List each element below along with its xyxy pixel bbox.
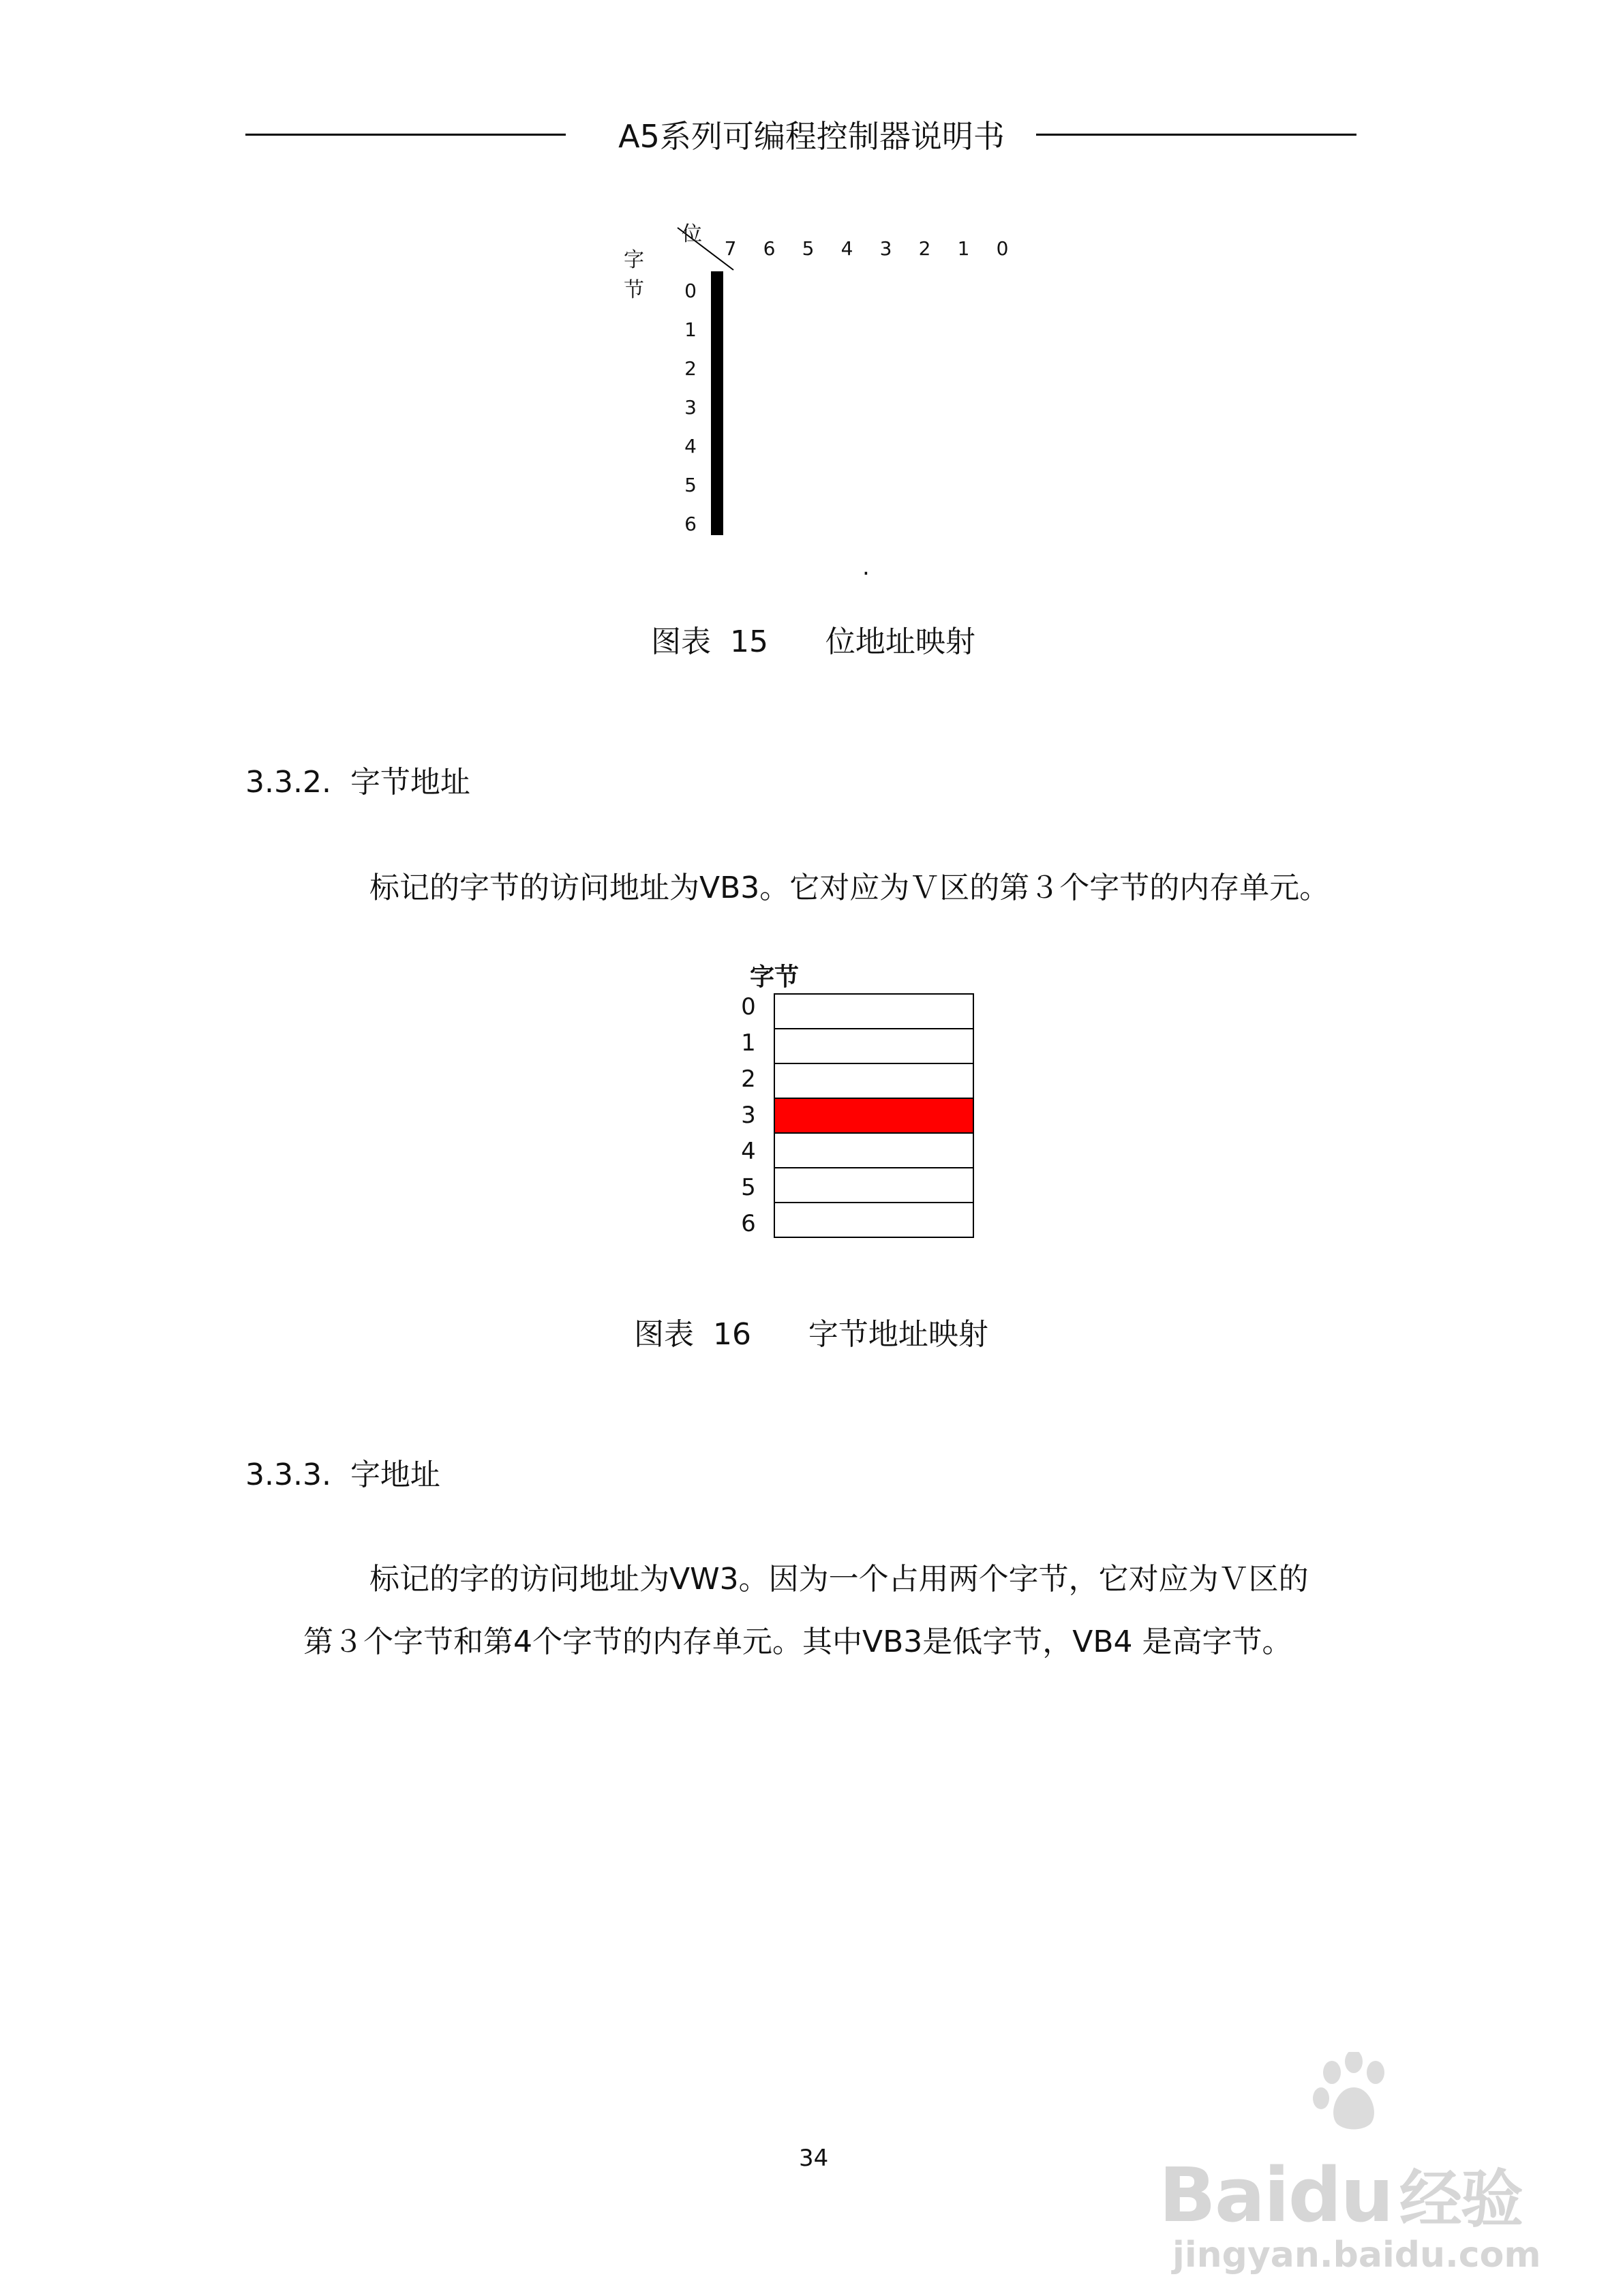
section-number: 3.3.3. bbox=[245, 1457, 331, 1492]
byte-row-label: 6 bbox=[741, 1210, 756, 1237]
corner-bit-label: 位 bbox=[682, 222, 702, 246]
bit-tick-label: 3 bbox=[879, 237, 892, 260]
section-title: 字节地址 bbox=[350, 765, 470, 800]
bit-tick-label: 6 bbox=[763, 237, 776, 260]
byte-box-row bbox=[774, 1168, 973, 1203]
bit-cell bbox=[721, 272, 723, 309]
bit-cell bbox=[721, 422, 723, 459]
watermark-product: 经验 bbox=[1399, 2163, 1522, 2236]
bit-grid bbox=[711, 271, 723, 535]
byte-row-label: 0 bbox=[684, 280, 697, 302]
section-3-3-3-paragraph-line2: 第３个字节和第4个字节的内存单元。其中VB3是低字节，VB4 是高字节。 bbox=[303, 1625, 1292, 1659]
bit-cell bbox=[721, 384, 723, 422]
byte-box-highlighted bbox=[774, 1098, 973, 1133]
caption-text: 字节地址映射 bbox=[808, 1317, 988, 1352]
paw-icon bbox=[1309, 2052, 1397, 2134]
byte-row-label: 3 bbox=[741, 1102, 756, 1129]
byte-row-label: 5 bbox=[684, 474, 697, 496]
bit-grid-row bbox=[712, 497, 723, 534]
byte-box-row bbox=[774, 1203, 973, 1237]
byte-box-row bbox=[774, 1098, 973, 1133]
byte-box bbox=[774, 1203, 973, 1237]
bit-grid-row bbox=[712, 459, 723, 497]
figure-dot: . bbox=[862, 554, 870, 581]
byte-figure-header: 字节 bbox=[750, 963, 800, 991]
section-3-3-3-paragraph-line1: 标记的字的访问地址为VW3。因为一个占用两个字节，它对应为Ｖ区的 bbox=[369, 1562, 1309, 1597]
bit-grid-row bbox=[712, 309, 723, 347]
caption-number: 15 bbox=[729, 624, 768, 659]
bit-grid-row bbox=[712, 384, 723, 422]
byte-row-label: 6 bbox=[684, 513, 697, 535]
document-title: A5系列可编程控制器说明书 bbox=[618, 118, 1005, 155]
watermark-url: jingyan.baidu.com bbox=[1172, 2235, 1541, 2276]
bit-tick-label: 1 bbox=[957, 237, 970, 260]
byte-row-label: 2 bbox=[741, 1066, 756, 1093]
byte-box-row bbox=[774, 994, 973, 1029]
bit-tick-label: 0 bbox=[996, 237, 1009, 260]
bit-cell bbox=[721, 347, 723, 384]
section-3-3-3-heading bbox=[245, 1455, 440, 1496]
byte-box bbox=[774, 1029, 973, 1063]
bit-tick-label: 2 bbox=[918, 237, 931, 260]
byte-row-label: 1 bbox=[741, 1029, 756, 1057]
figure-16-caption bbox=[634, 1314, 988, 1355]
watermark-brand2: du bbox=[1288, 2151, 1393, 2239]
caption-text: 位地址映射 bbox=[825, 624, 975, 659]
bit-cell bbox=[721, 459, 723, 497]
caption-prefix: 图表 bbox=[634, 1317, 694, 1352]
watermark-brand: Bai bbox=[1159, 2151, 1288, 2239]
page-number: 34 bbox=[799, 2145, 829, 2172]
caption-number: 16 bbox=[712, 1317, 751, 1352]
caption-prefix: 图表 bbox=[651, 624, 711, 659]
section-number: 3.3.2. bbox=[245, 765, 331, 800]
byte-box-row bbox=[774, 1063, 973, 1098]
byte-box-row bbox=[774, 1133, 973, 1168]
section-3-3-2-paragraph: 标记的字节的访问地址为VB3。它对应为Ｖ区的第３个字节的内存单元。 bbox=[369, 871, 1330, 905]
bit-cell bbox=[721, 309, 723, 347]
bit-grid-row bbox=[712, 422, 723, 459]
byte-box bbox=[774, 1063, 973, 1098]
byte-box bbox=[774, 994, 973, 1029]
bit-tick-label: 5 bbox=[802, 237, 815, 260]
section-3-3-2-heading bbox=[245, 762, 470, 803]
byte-row-label: 1 bbox=[684, 318, 697, 341]
byte-box-row bbox=[774, 1029, 973, 1063]
byte-row-label: 4 bbox=[684, 435, 697, 457]
baidu-watermark bbox=[1159, 2052, 1595, 2276]
corner-byte-label: 字节 bbox=[624, 248, 644, 302]
bit-grid-row bbox=[712, 272, 723, 309]
header-rule-right bbox=[1036, 134, 1356, 136]
byte-row-label: 3 bbox=[684, 396, 697, 419]
bit-tick-label: 4 bbox=[840, 237, 853, 260]
byte-figure-boxes bbox=[774, 993, 974, 1238]
byte-box bbox=[774, 1168, 973, 1203]
figure-15-caption bbox=[651, 622, 975, 663]
section-title: 字地址 bbox=[350, 1457, 440, 1492]
bit-cell bbox=[721, 497, 723, 534]
bit-tick-label: 7 bbox=[724, 237, 737, 260]
bit-grid-row bbox=[712, 347, 723, 384]
byte-row-label: 2 bbox=[684, 357, 697, 380]
byte-row-label: 4 bbox=[741, 1138, 756, 1165]
byte-box bbox=[774, 1133, 973, 1168]
byte-row-label: 0 bbox=[741, 993, 756, 1021]
byte-row-label: 5 bbox=[741, 1174, 756, 1201]
